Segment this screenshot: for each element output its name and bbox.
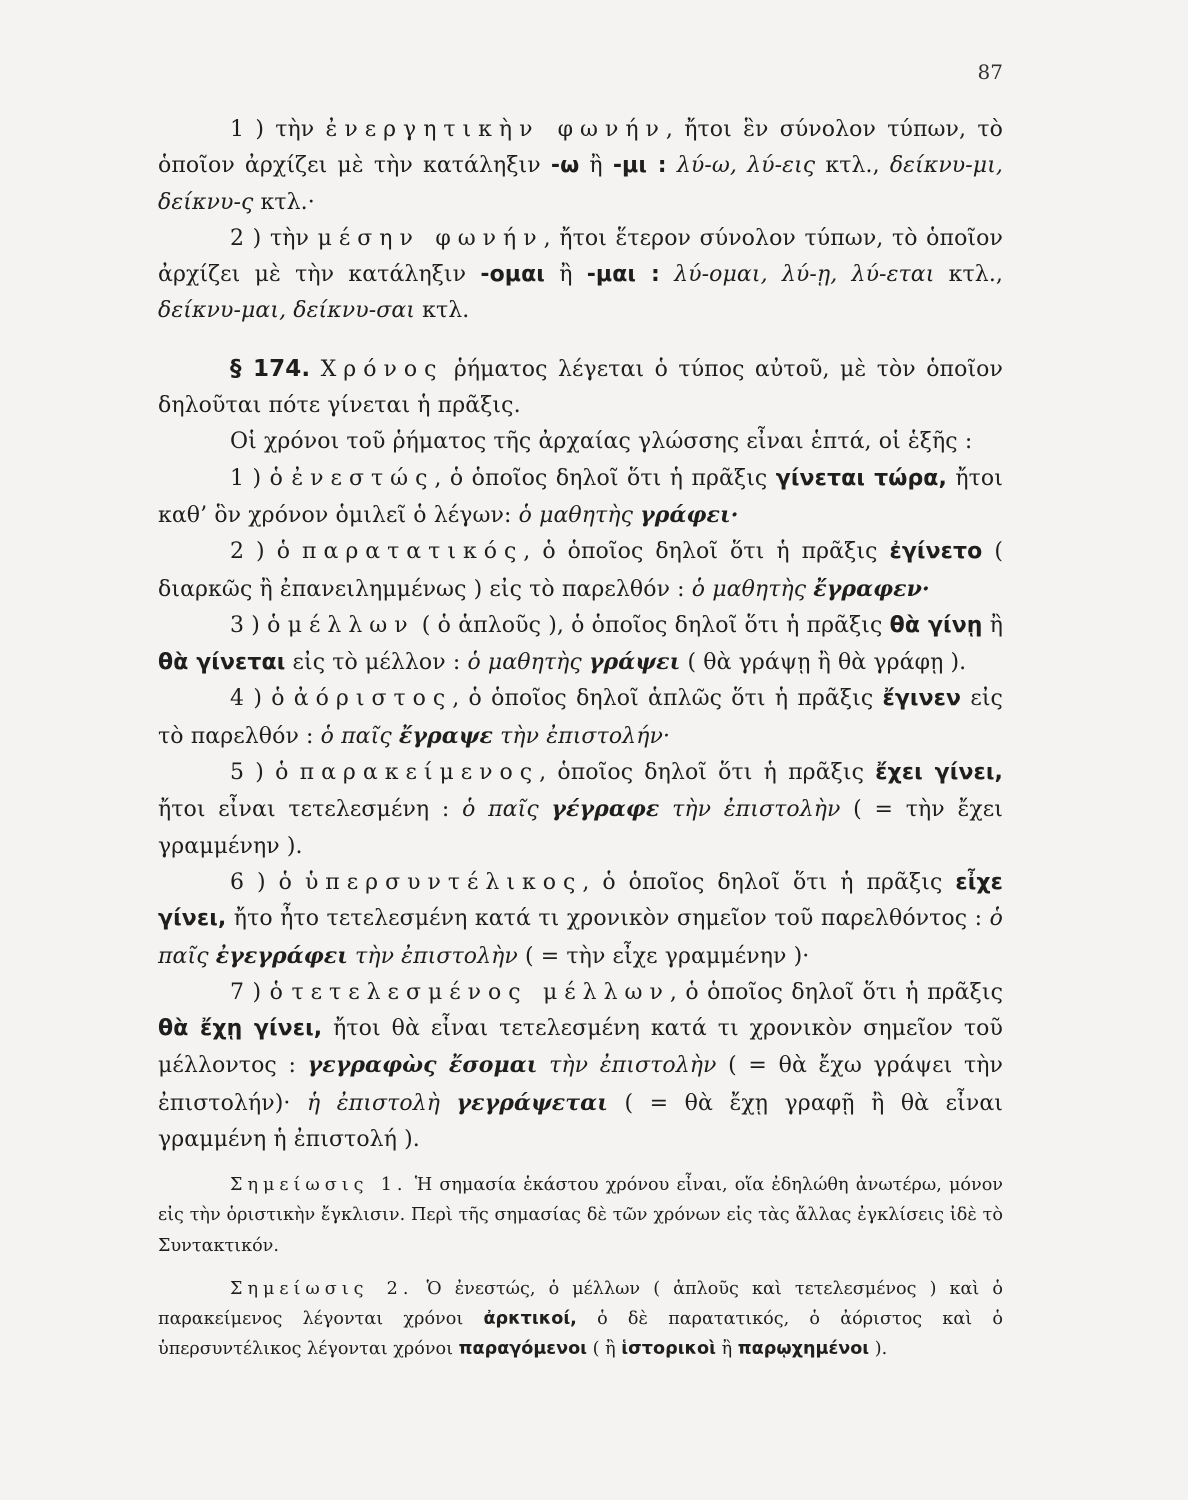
- paragraph-aorist: 4 ) ὁ ἀόριστος, ὁ ὁποῖος δηλοῖ ἁπλῶς ὅτι ἡ πρᾶξις ἔγινεν εἰς τὸ παρελθόν : ὁ παῖς ἔγραψε τὴν ἐπιστολήν·: [158, 686, 1003, 749]
- paragraph-pluperfect: 6 ) ὁ ὑπερσυντέλικος, ὁ ὁποῖος δηλοῖ ὅτι ἡ πρᾶξις εἶχε γίνει, ἤτο ἦτο τετελεσμένη κατά τι χρονικὸν σημεῖον τοῦ παρελθόντος : ὁ παῖς ἐγεγράφει τὴν ἐπιστολὴν ( = τὴν εἶχε γραμμένην )·: [158, 869, 1003, 969]
- note-1: Σημείωσις 1. Ἡ σημασία ἑκάστου χρόνου εἶναι, οἵα ἐδηλώθη ἀνωτέρω, μόνον εἰς τὴν ὁριστικὴν ἔγκλισιν. Περὶ τῆς σημασίας δὲ τῶν χρόνων εἰς τὰς ἄλλας ἐγκλίσεις ἰδὲ τὸ Συντακτικόν.: [158, 1175, 1003, 1256]
- paragraph-future-perfect: 7 ) ὁ τετελεσμένος μέλλων, ὁ ὁποῖος δηλοῖ ὅτι ἡ πρᾶξις θὰ ἔχῃ γίνει, ἤτοι θὰ εἶναι τετελεσμένη κατά τι χρονικὸν σημεῖον τοῦ μέλλοντος : γεγραφὼς ἔσομαι τὴν ἐπιστολὴν ( = θὰ ἔχω γράψει τὴν ἐπιστολήν)· ἡ ἐπιστολὴ γεγράψεται ( = θὰ ἔχῃ γραφῇ ἢ θὰ εἶναι γραμμένη ἡ ἐπιστολή ).: [158, 979, 1004, 1153]
- paragraph-tenses-intro: Οἱ χρόνοι τοῦ ῥήματος τῆς ἀρχαίας γλώσσης εἶναι ἑπτά, οἱ ἑξῆς :: [230, 429, 973, 455]
- paragraph-imperfect: 2 ) ὁ παρατατικός, ὁ ὁποῖος δηλοῖ ὅτι ἡ πρᾶξις ἐγίνετο ( διαρκῶς ἢ ἐπανειλημμένως ) εἰς τὸ παρελθόν : ὁ μαθητὴς ἔγραφεν·: [158, 539, 1004, 602]
- main-text: [158, 112, 1003, 1158]
- note-label: Σημείωσις 2.: [230, 1278, 414, 1299]
- paragraph-perfect: 5 ) ὁ παρακείμενος, ὁποῖος δηλοῖ ὅτι ἡ πρᾶξις ἔχει γίνει, ἤτοι εἶναι τετελεσμένη : ὁ παῖς γέγραφε τὴν ἐπιστολὴν ( = τὴν ἔχει γραμμένην ).: [158, 760, 1004, 859]
- paragraph-present: 1 ) ὁ ἐνεστώς, ὁ ὁποῖος δηλοῖ ὅτι ἡ πρᾶξις γίνεται τώρα, ἤτοι καθ’ ὃν χρόνον ὁμιλεῖ ὁ λέγων: ὁ μαθητὴς γράφει·: [158, 465, 1004, 528]
- paragraph-active-voice: 1 ) τὴν ἐνεργητικὴν φωνήν, ἤτοι ἓν σύνολον τύπων, τὸ ὁποῖον ἀρχίζει μὲ τὴν κατάληξιν -ω ἢ -μι : λύ-ω, λύ-εις κτλ., δείκνυ-μι, δείκνυ-ς κτλ.·: [158, 117, 1004, 215]
- section-number: § 174.: [230, 355, 311, 382]
- page-number: 87: [977, 60, 1003, 84]
- notes-section: [158, 1170, 1003, 1365]
- note-label: Σημείωσις 1.: [230, 1175, 408, 1195]
- paragraph-future: 3 ) ὁ μέλλων ( ὁ ἁπλοῦς ), ὁ ὁποῖος δηλοῖ ὅτι ἡ πρᾶξις θὰ γίνῃ ἢ θὰ γίνεται εἰς τὸ μέλλον : ὁ μαθητὴς γράψει ( θὰ γράψῃ ἢ θὰ γράφῃ ).: [158, 612, 1004, 676]
- paragraph-middle-voice: 2 ) τὴν μέσην φωνήν, ἤτοι ἕτερον σύνολον τύπων, τὸ ὁποῖον ἀρχίζει μὲ τὴν κατάληξιν -ομαι ἢ -μαι : λύ-ομαι, λύ-ῃ, λύ-εται κτλ., δείκνυ-μαι, δείκνυ-σαι κτλ.: [158, 225, 1004, 324]
- section-174-heading-paragraph: § 174. Χρόνος ῥήματος λέγεται ὁ τύπος αὐτοῦ, μὲ τὸν ὁποῖον δηλοῦται πότε γίνεται ἡ πρᾶξις.: [158, 355, 1004, 419]
- note-2: Σημείωσις 2. Ὁ ἐνεστώς, ὁ μέλλων ( ἁπλοῦς καὶ τετελεσμένος ) καὶ ὁ παρακείμενος λέγονται χρόνοι ἀρκτικοί, ὁ δὲ παρατατικός, ὁ ἀόριστος καὶ ὁ ὑπερσυντέλικος λέγονται χρόνοι παραγόμενοι ( ἢ ἱστορικοὶ ἢ παρῳχημένοι ).: [158, 1278, 1003, 1360]
